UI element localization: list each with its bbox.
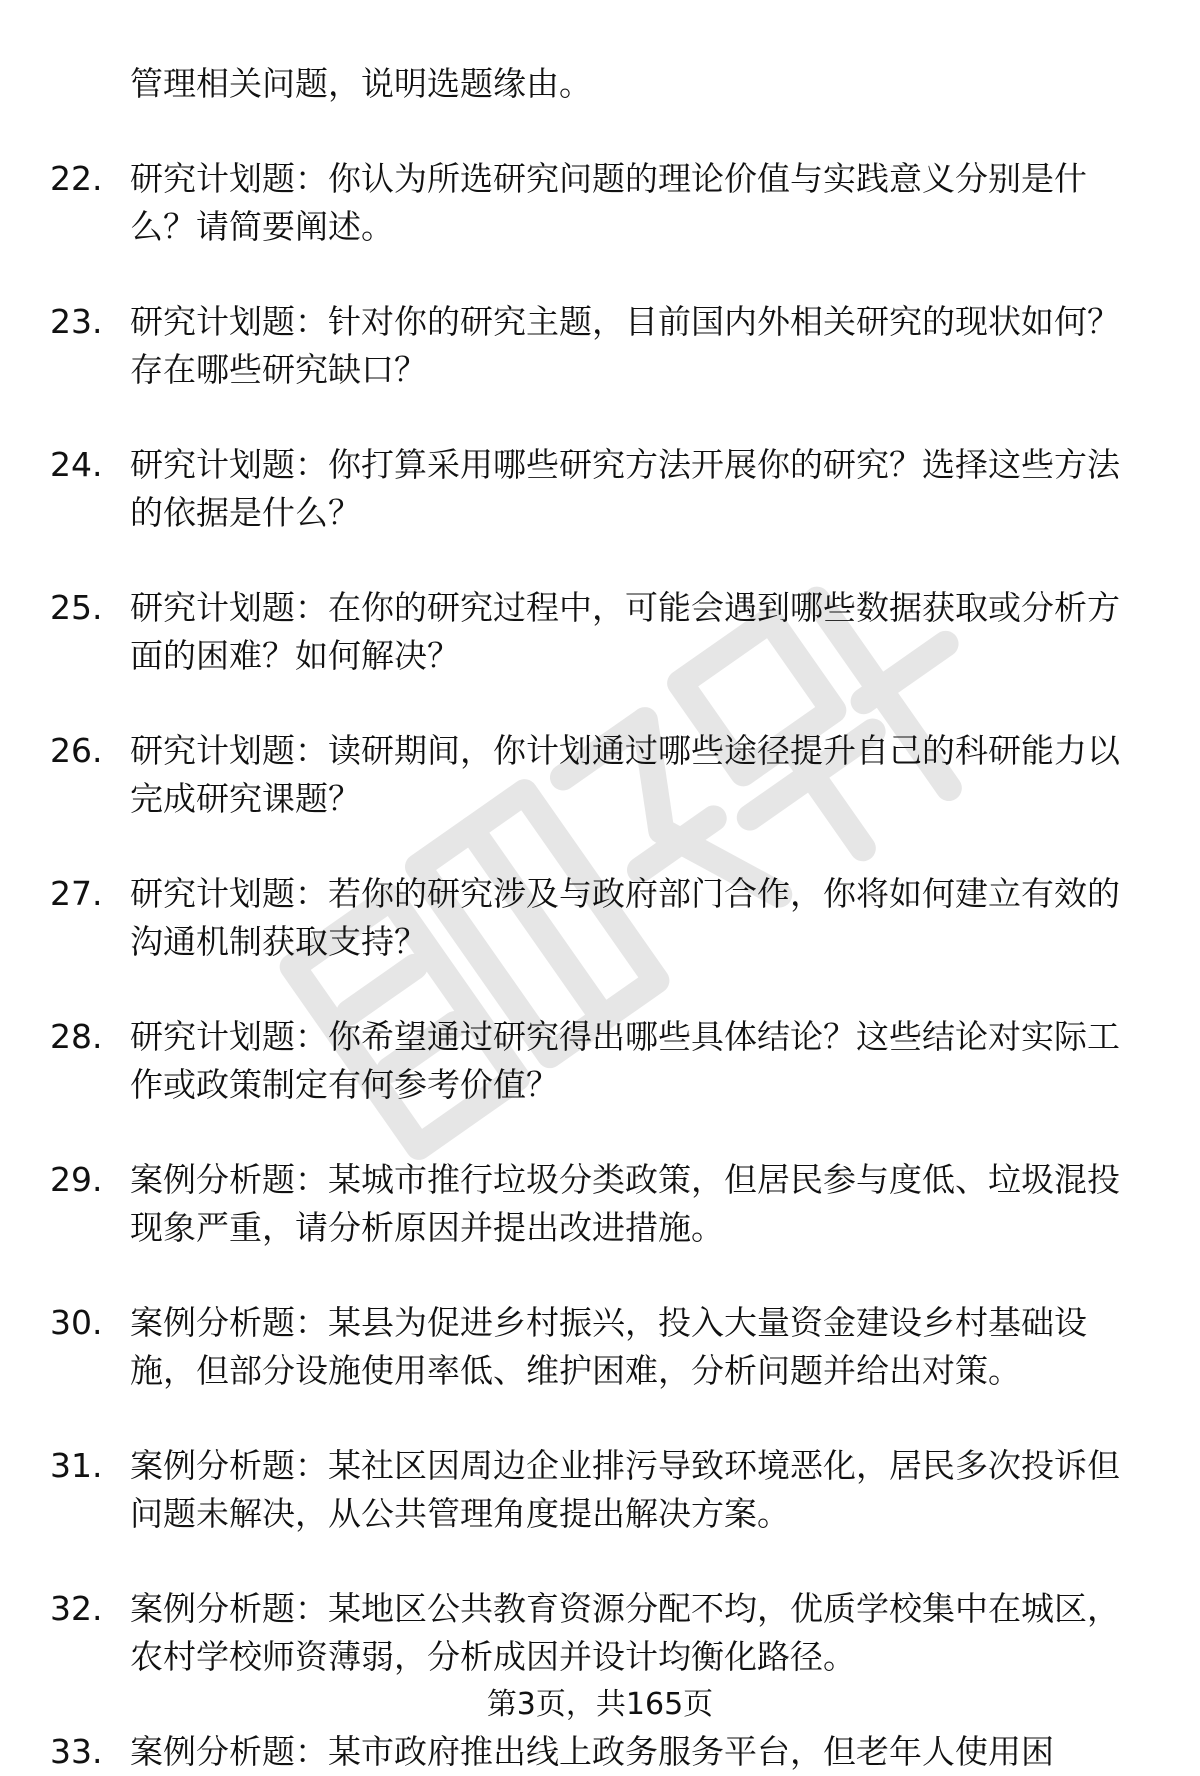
question-item-27: [50, 870, 1150, 966]
question-number: 22.: [50, 159, 103, 198]
question-number: 23.: [50, 302, 103, 341]
question-text: 研究计划题：你认为所选研究问题的理论价值与实践意义分别是什么？请简要阐述。: [130, 159, 1087, 246]
question-list: [50, 155, 1150, 1776]
question-item-29: [50, 1156, 1150, 1252]
question-item-30: [50, 1299, 1150, 1395]
question-number: 32.: [50, 1589, 103, 1628]
question-number: 28.: [50, 1017, 103, 1056]
question-item-33: [50, 1728, 1150, 1776]
question-text: 研究计划题：针对你的研究主题，目前国内外相关研究的现状如何？存在哪些研究缺口？: [130, 302, 1120, 389]
question-item-24: [50, 441, 1150, 537]
question-number: 24.: [50, 445, 103, 484]
question-item-28: [50, 1013, 1150, 1109]
question-text: 研究计划题：在你的研究过程中，可能会遇到哪些数据获取或分析方面的困难？如何解决？: [130, 588, 1120, 675]
question-item-26: [50, 727, 1150, 823]
continuation-text: 管理相关问题，说明选题缘由。: [130, 64, 592, 103]
question-number: 26.: [50, 731, 103, 770]
question-number: 25.: [50, 588, 103, 627]
question-number: 33.: [50, 1732, 103, 1771]
question-item-31: [50, 1442, 1150, 1538]
question-number: 29.: [50, 1160, 103, 1199]
question-number: 27.: [50, 874, 103, 913]
question-text: 案例分析题：某城市推行垃圾分类政策，但居民参与度低、垃圾混投现象严重，请分析原因并提出改进措施。: [130, 1160, 1120, 1247]
question-text: 案例分析题：某社区因周边企业排污导致环境恶化，居民多次投诉但问题未解决，从公共管理角度提出解决方案。: [130, 1446, 1120, 1533]
question-item-23: [50, 298, 1150, 394]
page-footer: 第3页，共165页: [486, 1687, 714, 1722]
question-item-32: [50, 1585, 1150, 1681]
question-text: 案例分析题：某地区公共教育资源分配不均，优质学校集中在城区，农村学校师资薄弱，分析成因并设计均衡化路径。: [130, 1589, 1120, 1676]
question-text: 研究计划题：你打算采用哪些研究方法开展你的研究？选择这些方法的依据是什么？: [130, 445, 1120, 532]
question-text: 案例分析题：某县为促进乡村振兴，投入大量资金建设乡村基础设施，但部分设施使用率低、维护困难，分析问题并给出对策。: [130, 1303, 1087, 1390]
question-number: 30.: [50, 1303, 103, 1342]
question-text: 研究计划题：读研期间，你计划通过哪些途径提升自己的科研能力以完成研究课题？: [130, 731, 1120, 818]
question-text: 研究计划题：若你的研究涉及与政府部门合作，你将如何建立有效的沟通机制获取支持？: [130, 874, 1120, 961]
question-text: 研究计划题：你希望通过研究得出哪些具体结论？这些结论对实际工作或政策制定有何参考价值？: [130, 1017, 1120, 1104]
question-item-25: [50, 584, 1150, 680]
question-text: 案例分析题：某市政府推出线上政务服务平台，但老年人使用困: [130, 1732, 1054, 1771]
question-number: 31.: [50, 1446, 103, 1485]
question-list-section: [50, 60, 1150, 1776]
question-item-22: [50, 155, 1150, 251]
